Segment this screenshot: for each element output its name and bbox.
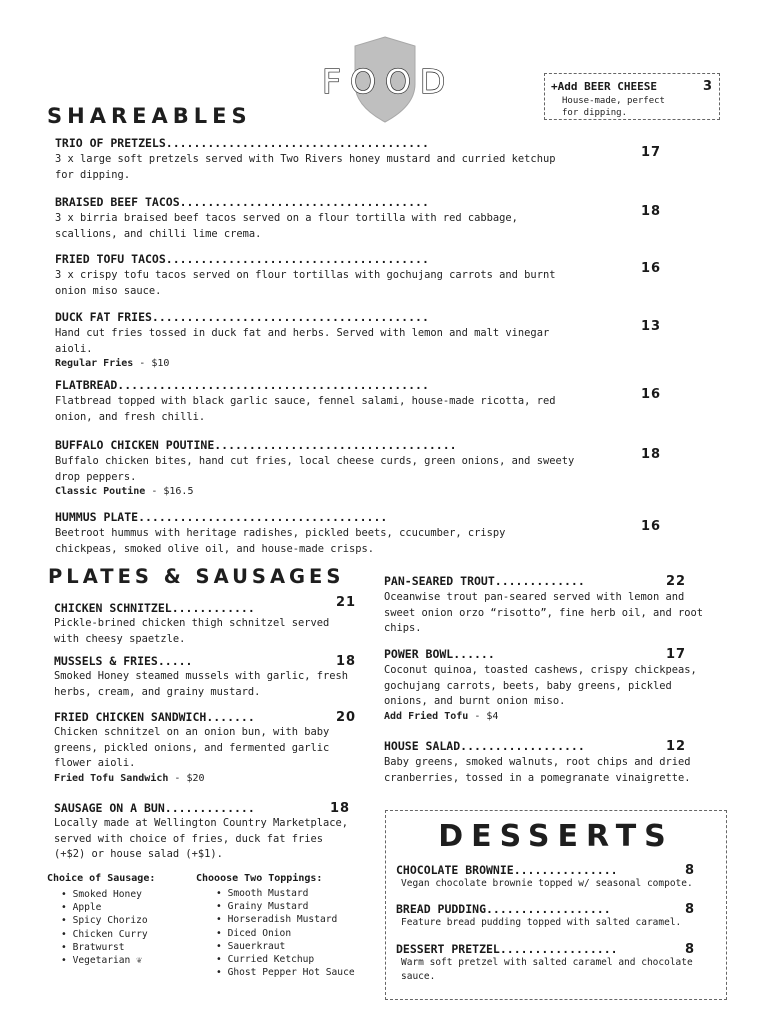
sausage-option-label: Chicken Curry — [72, 928, 148, 940]
sausage-option-label: Vegetarian — [72, 955, 131, 967]
sausage-option-item — [61, 914, 197, 927]
bullet-icon: • — [216, 967, 228, 979]
item-price: 18 — [330, 801, 351, 816]
item-name: FRIED CHICKEN SANDWICH....... — [54, 710, 255, 724]
item-name: FLATBREAD............................................. — [55, 378, 429, 392]
item-price: 17 — [641, 145, 662, 160]
item-price: 18 — [641, 447, 662, 462]
item-desc: Flatbread topped with black garlic sauce, fennel salami, house-made ricotta, red onion, and fresh chilli. — [55, 395, 556, 423]
item-name: BREAD PUDDING.................. — [396, 902, 611, 916]
sausage-option-label: Spicy Chorizo — [72, 915, 148, 927]
item-name: POWER BOWL...... — [384, 647, 495, 661]
item-name: MUSSELS & FRIES..... — [54, 654, 193, 668]
topping-option-item — [216, 940, 371, 953]
sausage-option-label: Bratwurst — [72, 941, 125, 953]
variant-name: Add Fried Tofu — [384, 710, 469, 722]
topping-option-label: Horseradish Mustard — [227, 914, 338, 926]
sausage-choice-list — [47, 872, 197, 967]
item-price: 21 — [336, 595, 357, 610]
item-desc: Beetroot hummus with heritage radishes, pickled beets, ccucumber, crispy chickpeas, smoked olive oil, and house-made crisps. — [55, 527, 506, 555]
item-price: 17 — [666, 647, 687, 662]
menu-item-flatbread — [55, 378, 675, 425]
item-desc: Buffalo chicken bites, hand cut fries, local cheese curds, green onions, and sweety drop peppers. — [55, 455, 575, 483]
section-title-shareables: SHAREABLES — [47, 104, 252, 128]
bullet-icon: • — [216, 914, 228, 926]
topping-option-item — [216, 927, 371, 940]
dessert-item-chocolate-brownie — [396, 863, 716, 891]
topping-option-label: Curried Ketchup — [227, 954, 315, 966]
dessert-item-bread-pudding — [396, 902, 716, 930]
bullet-icon: • — [216, 888, 228, 899]
topping-option-item — [216, 966, 371, 979]
leaf-icon: ❦ — [130, 955, 142, 967]
sausage-option-label: Apple — [72, 902, 102, 914]
item-price: 22 — [666, 574, 687, 589]
topping-option-label: Diced Onion — [227, 927, 292, 939]
bullet-icon: • — [216, 940, 228, 952]
dessert-item-dessert-pretzel — [396, 942, 716, 984]
bullet-icon: • — [61, 915, 73, 927]
item-desc: Baby greens, smoked walnuts, root chips and dried cranberries, tossed in a pomegranate vinaigrette. — [384, 756, 691, 784]
desserts-box — [385, 810, 727, 1000]
bullet-icon: • — [216, 901, 228, 913]
item-price: 18 — [336, 654, 357, 669]
menu-item-chicken-schnitzel — [54, 595, 364, 647]
menu-header — [300, 34, 470, 128]
item-price: 12 — [666, 739, 687, 754]
item-desc: Feature bread pudding topped with salted caramel. — [401, 917, 682, 928]
bullet-icon: • — [216, 927, 228, 939]
item-desc: Hand cut fries tossed in duck fat and herbs. Served with lemon and malt vinegar aioli. — [55, 327, 550, 355]
menu-item-house-salad — [384, 739, 714, 786]
variant-price: - $20 — [168, 772, 205, 784]
item-desc: Chicken schnitzel on an onion bun, with baby greens, pickled onions, and fermented garlic flower aioli. — [54, 726, 330, 770]
item-variant — [55, 485, 675, 499]
variant-name: Classic Poutine — [55, 486, 146, 498]
menu-item-duck-fat-fries — [55, 310, 675, 371]
bullet-icon: • — [61, 902, 73, 914]
item-desc: 3 x crispy tofu tacos served on flour tortillas with gochujang carrots and burnt onion miso sauce. — [55, 269, 556, 297]
item-name: BRAISED BEEF TACOS.................................... — [55, 195, 429, 209]
sausage-choice-title: Choice of Sausage: — [47, 873, 156, 884]
item-desc: Oceanwise trout pan-seared served with lemon and sweet onion orzo “risotto”, fine herb oil, and root chips. — [384, 591, 704, 635]
topping-option-label: Ghost Pepper Hot Sauce — [227, 967, 355, 979]
item-variant — [384, 710, 714, 724]
menu-item-fried-tofu-tacos — [55, 252, 675, 299]
item-desc: Locally made at Wellington Country Marketplace, served with choice of fries, duck fat fries (+$2) or house salad (+$1). — [54, 817, 349, 861]
topping-option-label: Grainy Mustard — [227, 901, 309, 913]
addon-price: 3 — [702, 79, 713, 94]
item-desc: Coconut quinoa, toasted cashews, crispy chickpeas, gochujang carrots, beets, baby greens, pickled onions, and burnt onion miso. — [384, 664, 697, 708]
item-variant — [54, 772, 364, 786]
menu-item-braised-beef-tacos — [55, 195, 675, 242]
addon-box — [544, 73, 720, 120]
item-desc: 3 x large soft pretzels served with Two Rivers honey mustard and curried ketchup for dipping. — [55, 153, 556, 181]
page-title: FOOD — [322, 62, 455, 101]
topping-option-item — [216, 900, 371, 913]
menu-item-mussels-fries — [54, 654, 364, 700]
item-price: 8 — [685, 902, 696, 917]
topping-option-item — [216, 953, 371, 966]
menu-item-fried-chicken-sandwich — [54, 710, 364, 786]
item-price: 16 — [641, 387, 662, 402]
variant-name: Regular Fries — [55, 358, 134, 370]
bullet-icon: • — [61, 955, 73, 967]
item-name: DESSERT PRETZEL................. — [396, 942, 618, 956]
topping-option-item — [216, 887, 371, 900]
item-desc: 3 x birria braised beef tacos served on a flour tortilla with red cabbage, scallions, and chilli lime crema. — [55, 212, 518, 240]
sausage-options — [61, 888, 197, 967]
variant-price: - $16.5 — [145, 486, 194, 498]
toppings-title: Chooose Two Toppings: — [196, 873, 323, 884]
menu-item-power-bowl — [384, 647, 714, 724]
section-title-desserts: DESSERTS — [438, 819, 674, 854]
item-name: DUCK FAT FRIES........................................ — [55, 310, 429, 324]
variant-price: - $10 — [133, 358, 170, 370]
menu-item-sausage-on-a-bun — [54, 801, 364, 863]
topping-option-item — [216, 913, 371, 926]
item-name: HUMMUS PLATE.................................... — [55, 510, 388, 524]
bullet-icon: • — [61, 941, 73, 953]
sausage-option-item — [61, 941, 197, 954]
item-price: 16 — [641, 519, 662, 534]
addon-label: +Add BEER CHEESE — [551, 80, 657, 93]
variant-name: Fried Tofu Sandwich — [54, 772, 169, 784]
menu-item-pan-seared-trout — [384, 574, 714, 637]
bullet-icon: • — [61, 928, 73, 940]
item-name: CHOCOLATE BROWNIE............... — [396, 863, 618, 877]
sausage-option-item — [61, 928, 197, 941]
item-price: 20 — [336, 710, 357, 725]
item-variant — [55, 357, 675, 371]
menu-item-hummus-plate — [55, 510, 675, 557]
item-name: SAUSAGE ON A BUN............. — [54, 801, 255, 815]
item-name: CHICKEN SCHNITZEL............ — [54, 601, 255, 615]
item-name: PAN-SEARED TROUT............. — [384, 574, 585, 588]
item-price: 16 — [641, 261, 662, 276]
item-name: BUFFALO CHICKEN POUTINE................................... — [55, 438, 457, 452]
item-desc: Pickle-brined chicken thigh schnitzel served with cheesy spaetzle. — [54, 617, 330, 645]
sausage-option-item — [61, 954, 197, 967]
item-desc: Smoked Honey steamed mussels with garlic, fresh herbs, cream, and grainy mustard. — [54, 670, 349, 698]
bullet-icon: • — [216, 954, 228, 966]
item-price: 13 — [641, 319, 662, 334]
item-desc: Vegan chocolate brownie topped w/ seasonal compote. — [401, 878, 693, 889]
topping-option-label: Smooth Mustard — [227, 888, 309, 899]
item-name: TRIO OF PRETZELS...................................... — [55, 136, 429, 150]
sausage-option-item — [61, 888, 197, 901]
sausage-option-item — [61, 901, 197, 914]
item-desc: Warm soft pretzel with salted caramel and chocolate sauce. — [401, 957, 693, 982]
sausage-option-label: Smoked Honey — [72, 889, 142, 900]
topping-option-label: Sauerkraut — [227, 940, 286, 952]
item-price: 8 — [685, 942, 696, 957]
item-name: FRIED TOFU TACOS...................................... — [55, 252, 429, 266]
toppings-list — [196, 872, 371, 979]
bullet-icon: • — [61, 889, 73, 900]
section-title-plates-sausages: PLATES & SAUSAGES — [48, 565, 345, 588]
variant-price: - $4 — [468, 710, 499, 722]
menu-item-buffalo-chicken-poutine — [55, 438, 675, 499]
addon-desc: House-made, perfect for dipping. — [562, 96, 665, 118]
topping-options — [216, 887, 371, 979]
item-price: 8 — [685, 863, 696, 878]
item-name: HOUSE SALAD.................. — [384, 739, 585, 753]
menu-item-trio-of-pretzels — [55, 136, 675, 183]
item-price: 18 — [641, 204, 662, 219]
